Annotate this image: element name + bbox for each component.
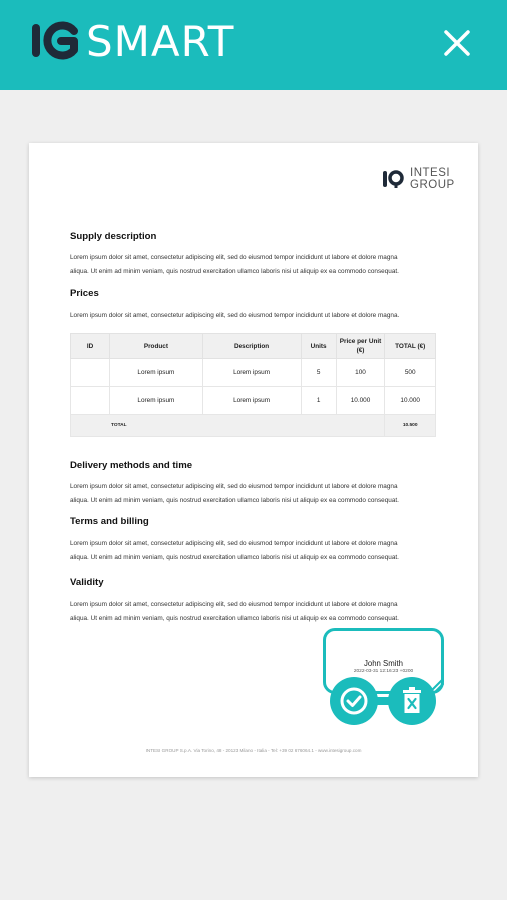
cell-total: 500 [385,359,436,387]
cell-price-per-unit: 10.000 [336,387,385,415]
document-footer: INTESI GROUP S.p.A. Via Torino, 48 - 20123 Milano - Italia - Tel: +39 02 676064.1 - www.intesigroup.com [145,748,362,753]
section-text-validity-2: aliqua. Ut enim ad minim veniam, quis nostrud exercitation ullamco laboris nisi ut aliquip ex ea commodo consequat. [70,615,399,622]
accept-signature-button[interactable] [330,677,378,725]
section-text-terms-1: Lorem ipsum dolor sit amet, consectetur adipiscing elit, sed do eiusmod tempor incididunt ut labore et dolore magna [70,540,398,547]
table-row [71,387,436,415]
check-icon [330,677,378,725]
intesi-logo-mark-icon [382,168,404,190]
col-header-total: TOTAL (€) [385,334,436,359]
section-text-prices-1: Lorem ipsum dolor sit amet, consectetur adipiscing elit, sed do eiusmod tempor incididunt ut labore et dolore magna. [70,312,400,319]
brand-line-1: INTESI [410,167,451,179]
cell-units: 1 [301,387,336,415]
section-text-supply-1: Lorem ipsum dolor sit amet, consectetur adipiscing elit, sed do eiusmod tempor incididunt ut labore et dolore magna [70,254,398,261]
cell-id [71,387,110,415]
table-row [71,359,436,387]
col-header-price-per-unit: Price per Unit (€) [336,334,385,359]
brand-line-2: GROUP [410,179,455,191]
total-label: TOTAL [71,415,385,437]
section-text-delivery-1: Lorem ipsum dolor sit amet, consectetur adipiscing elit, sed do eiusmod tempor incididunt ut labore et dolore magna [70,483,398,490]
col-header-description: Description [202,334,301,359]
cell-product: Lorem ipsum [110,359,202,387]
cell-total: 10.000 [385,387,436,415]
cell-price-per-unit: 100 [336,359,385,387]
app-name: SMART [86,16,235,66]
prices-table [70,333,436,437]
col-header-product: Product [110,334,202,359]
section-text-delivery-2: aliqua. Ut enim ad minim veniam, quis nostrud exercitation ullamco laboris nisi ut aliquip ex ea commodo consequat. [70,497,399,504]
signature-date: 2022-03-31 12:16:23 +0200 [353,669,414,674]
total-value: 10.500 [385,415,436,437]
cell-units: 5 [301,359,336,387]
cell-id [71,359,110,387]
section-title-validity: Validity [70,577,104,588]
section-text-supply-2: aliqua. Ut enim ad minim veniam, quis nostrud exercitation ullamco laboris nisi ut aliquip ex ea commodo consequat. [70,268,399,275]
cell-product: Lorem ipsum [110,387,202,415]
close-icon [440,26,474,60]
table-header-row [71,334,436,359]
cell-description: Lorem ipsum [202,387,301,415]
app-header [0,0,507,90]
section-title-supply: Supply description [70,231,157,242]
signer-name: John Smith [363,659,403,668]
table-total-row [71,415,436,437]
close-button[interactable] [440,26,474,60]
cell-description: Lorem ipsum [202,359,301,387]
section-text-terms-2: aliqua. Ut enim ad minim veniam, quis nostrud exercitation ullamco laboris nisi ut aliquip ex ea commodo consequat. [70,554,399,561]
ig-smart-logo [30,18,234,64]
ig-logo-mark-icon [30,19,80,63]
section-title-terms: Terms and billing [70,516,149,527]
col-header-id: ID [71,334,110,359]
delete-signature-button[interactable] [388,677,436,725]
section-title-prices: Prices [70,288,99,299]
trash-icon [388,677,436,725]
section-title-delivery: Delivery methods and time [70,460,193,471]
col-header-units: Units [301,334,336,359]
section-text-validity-1: Lorem ipsum dolor sit amet, consectetur adipiscing elit, sed do eiusmod tempor incididunt ut labore et dolore magna [70,601,398,608]
intesi-group-logo [382,167,455,191]
